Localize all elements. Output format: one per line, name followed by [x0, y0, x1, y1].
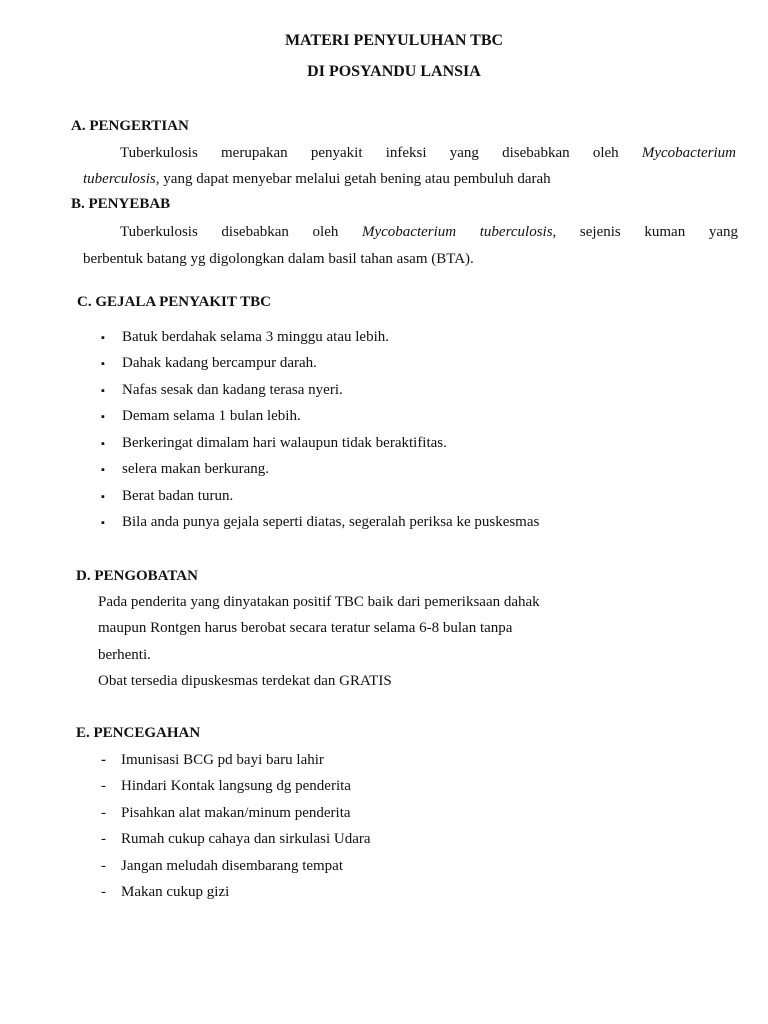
dash-marker: - — [101, 831, 106, 847]
section-d-heading: D. PENGOBATAN — [76, 568, 198, 584]
dash-marker: - — [101, 778, 106, 794]
prevention-item: Imunisasi BCG pd bayi baru lahir — [121, 752, 324, 768]
section-a-paragraph-line-2 — [83, 171, 551, 188]
section-a-italic-term-2: tuberculosis — [83, 171, 156, 187]
section-a-paragraph-line-1 — [120, 145, 736, 162]
prevention-item: Jangan meludah disembarang tempat — [121, 858, 344, 874]
document-title-line-1: MATERI PENYULUHAN TBC — [284, 32, 504, 49]
prevention-item: Hindari Kontak langsung dg penderita — [121, 778, 351, 794]
prevention-item: Rumah cukup cahaya dan sirkulasi Udara — [121, 831, 371, 847]
treatment-line: Obat tersedia dipuskesmas terdekat dan GRATIS — [98, 673, 392, 689]
symptom-item: Dahak kadang bercampur darah. — [122, 355, 317, 371]
section-a-text-2: , yang dapat menyebar melalui getah bening atau pembuluh darah — [155, 171, 551, 187]
section-b-text-2: , sejenis kuman yang — [552, 224, 739, 240]
symptom-item: Demam selama 1 bulan lebih. — [122, 408, 301, 424]
bullet-icon: ▪ — [101, 517, 105, 529]
bullet-icon: ▪ — [101, 464, 105, 476]
bullet-icon: ▪ — [101, 438, 105, 450]
section-a-italic-term: Mycobacterium — [641, 145, 736, 161]
section-b-italic-term: Mycobacterium tuberculosis — [362, 224, 553, 240]
section-a-heading: A. PENGERTIAN — [71, 118, 189, 134]
section-b-paragraph-line-2: berbentuk batang yg digolongkan dalam basil tahan asam (BTA). — [83, 251, 474, 267]
dash-marker: - — [101, 752, 106, 768]
section-c-heading: C. GEJALA PENYAKIT TBC — [77, 294, 271, 310]
section-b-paragraph-line-1 — [120, 224, 738, 241]
prevention-item: Pisahkan alat makan/minum penderita — [121, 805, 351, 821]
bullet-icon: ▪ — [101, 491, 105, 503]
symptom-item: Nafas sesak dan kadang terasa nyeri. — [122, 382, 343, 398]
treatment-line: berhenti. — [98, 647, 151, 663]
bullet-icon: ▪ — [101, 358, 105, 370]
dash-marker: - — [101, 858, 106, 874]
bullet-icon: ▪ — [101, 385, 105, 397]
symptom-item: Batuk berdahak selama 3 minggu atau lebih. — [122, 329, 390, 345]
dash-marker: - — [101, 884, 106, 900]
bullet-icon: ▪ — [101, 411, 105, 423]
section-a-text: Tuberkulosis merupakan penyakit infeksi yang disebabkan oleh — [120, 145, 642, 161]
dash-marker: - — [101, 805, 106, 821]
section-b-text: Tuberkulosis disebabkan oleh — [120, 224, 362, 240]
symptom-item: Berat badan turun. — [122, 488, 234, 504]
symptom-item: Berkeringat dimalam hari walaupun tidak beraktifitas. — [122, 435, 447, 451]
symptom-item: Bila anda punya gejala seperti diatas, segeralah periksa ke puskesmas — [122, 514, 540, 530]
document-title-line-2: DI POSYANDU LANSIA — [307, 63, 481, 80]
section-e-heading: E. PENCEGAHAN — [76, 725, 201, 741]
bullet-icon: ▪ — [101, 332, 105, 344]
section-b-heading: B. PENYEBAB — [71, 196, 171, 212]
treatment-line: Pada penderita yang dinyatakan positif TBC baik dari pemeriksaan dahak — [98, 594, 540, 610]
treatment-line: maupun Rontgen harus berobat secara teratur selama 6-8 bulan tanpa — [98, 620, 513, 636]
prevention-item: Makan cukup gizi — [121, 884, 230, 900]
symptom-item: selera makan berkurang. — [122, 461, 270, 477]
